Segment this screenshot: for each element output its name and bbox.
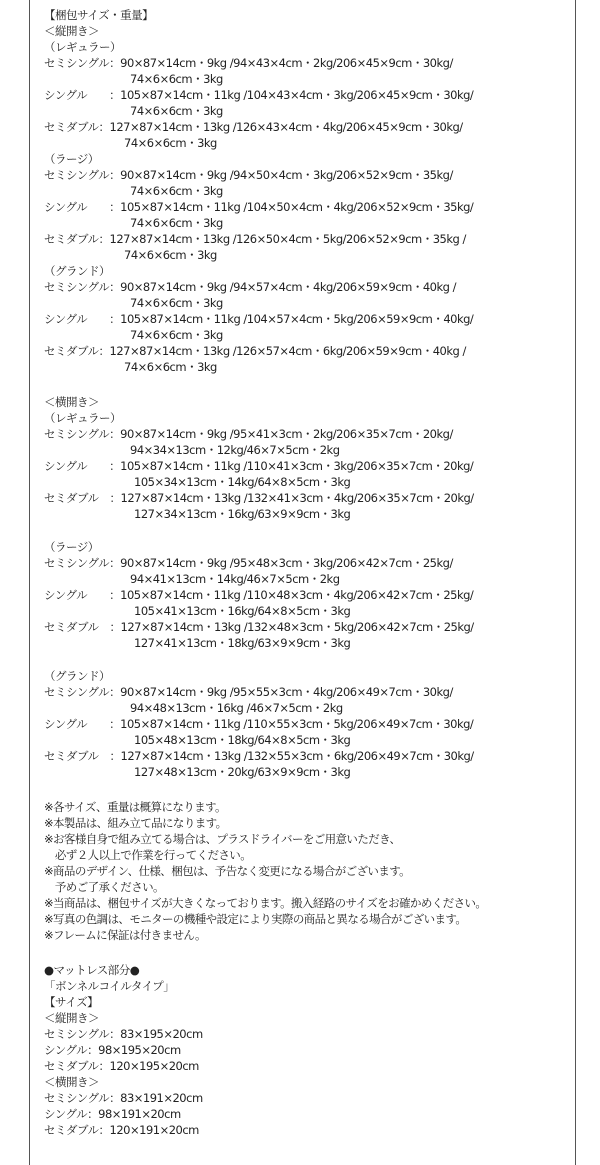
spec-line: セミシングル：90×87×14cm・9kg /95×55×3cm・4kg/206×49×7cm・30kg/ xyxy=(44,685,453,699)
mattress-heading: ●マットレス部分● xyxy=(44,963,140,977)
spec-line-cont: 105×34×13cm・14kg/64×8×5cm・3kg xyxy=(134,475,351,489)
spec-line-cont: 74×6×6cm・3kg xyxy=(130,328,223,342)
mattress-size-line: セミダブル：120×195×20cm xyxy=(44,1059,199,1073)
spec-line-cont: 127×48×13cm・20kg/63×9×9cm・3kg xyxy=(134,765,351,779)
mattress-size-line: セミシングル：83×191×20cm xyxy=(44,1091,203,1105)
spec-line: シングル ：105×87×14cm・11kg /104×57×4cm・5kg/206×59×9cm・40kg/ xyxy=(44,312,474,326)
spec-line-cont: 127×34×13cm・16kg/63×9×9cm・3kg xyxy=(134,507,351,521)
packing-heading: 【梱包サイズ・重量】 xyxy=(44,8,154,22)
spec-line-cont: 94×41×13cm・14kg/46×7×5cm・2kg xyxy=(130,572,340,586)
note-line: ※各サイズ、重量は概算になります。 xyxy=(44,800,226,814)
spec-line: シングル ：105×87×14cm・11kg /110×55×3cm・5kg/206×49×7cm・30kg/ xyxy=(44,717,474,731)
spec-line-cont: 74×6×6cm・3kg xyxy=(124,248,217,262)
mattress-vertical-label: ＜縦開き＞ xyxy=(44,1011,99,1025)
spec-line-cont: 94×48×13cm・16kg /46×7×5cm・2kg xyxy=(130,701,343,715)
note-line: 予めご了承ください。 xyxy=(44,880,164,894)
mattress-size-line: セミシングル：83×195×20cm xyxy=(44,1027,203,1041)
mattress-size-line: セミダブル：120×191×20cm xyxy=(44,1123,199,1137)
note-line: ※商品のデザイン、仕様、梱包は、予告なく変更になる場合がございます。 xyxy=(44,864,411,878)
regular-label: （レギュラー） xyxy=(44,40,121,54)
spec-line-cont: 127×41×13cm・18kg/63×9×9cm・3kg xyxy=(134,636,351,650)
mattress-size-line: シングル：98×191×20cm xyxy=(44,1107,181,1121)
note-line: ※写真の色調は、モニターの機種や設定により実際の商品と異なる場合がございます。 xyxy=(44,912,467,926)
spec-sheet xyxy=(44,7,574,1138)
mattress-size-line: シングル：98×195×20cm xyxy=(44,1043,181,1057)
large-label: （ラージ） xyxy=(44,540,99,554)
spec-line: セミシングル：90×87×14cm・9kg /95×41×3cm・2kg/206×35×7cm・20kg/ xyxy=(44,427,453,441)
regular-label: （レギュラー） xyxy=(44,411,121,425)
note-line: ※フレームに保証は付きません。 xyxy=(44,928,206,942)
spec-line: セミダブル：127×87×14cm・13kg /126×57×4cm・6kg/206×59×9cm・40kg / xyxy=(44,344,466,358)
spec-line: セミダブル ：127×87×14cm・13kg /132×48×3cm・5kg/206×42×7cm・25kg/ xyxy=(44,620,474,634)
spec-line-cont: 105×48×13cm・18kg/64×8×5cm・3kg xyxy=(134,733,351,747)
mattress-horizontal-label: ＜横開き＞ xyxy=(44,1075,99,1089)
spec-line: シングル ：105×87×14cm・11kg /110×41×3cm・3kg/206×35×7cm・20kg/ xyxy=(44,459,474,473)
spec-line-cont: 74×6×6cm・3kg xyxy=(130,296,223,310)
note-line: ※当商品は、梱包サイズが大きくなっております。搬入経路のサイズをお確かめください。 xyxy=(44,896,487,910)
grand-label: （グランド） xyxy=(44,264,110,278)
spec-line: セミシングル：90×87×14cm・9kg /95×48×3cm・3kg/206×42×7cm・25kg/ xyxy=(44,556,453,570)
spec-line: シングル ：105×87×14cm・11kg /110×48×3cm・4kg/206×42×7cm・25kg/ xyxy=(44,588,474,602)
spec-line-cont: 74×6×6cm・3kg xyxy=(130,216,223,230)
spec-line: セミダブル ：127×87×14cm・13kg /132×41×3cm・4kg/206×35×7cm・20kg/ xyxy=(44,491,474,505)
spec-line-cont: 94×34×13cm・12kg/46×7×5cm・2kg xyxy=(130,443,340,457)
spec-line-cont: 74×6×6cm・3kg xyxy=(130,104,223,118)
mattress-size-heading: 【サイズ】 xyxy=(44,995,99,1009)
spec-line: セミダブル：127×87×14cm・13kg /126×50×4cm・5kg/206×52×9cm・35kg / xyxy=(44,232,466,246)
large-label: （ラージ） xyxy=(44,152,99,166)
spec-line-cont: 105×41×13cm・16kg/64×8×5cm・3kg xyxy=(134,604,351,618)
spec-line-cont: 74×6×6cm・3kg xyxy=(124,136,217,150)
spec-line: セミシングル：90×87×14cm・9kg /94×43×4cm・2kg/206×45×9cm・30kg/ xyxy=(44,56,453,70)
grand-label: （グランド） xyxy=(44,669,110,683)
note-line: ※お客様自身で組み立てる場合は、プラスドライバーをご用意いただき、 xyxy=(44,832,401,846)
note-line: 必ず２人以上で作業を行ってください。 xyxy=(44,848,252,862)
spec-line-cont: 74×6×6cm・3kg xyxy=(130,184,223,198)
spec-line: セミダブル ：127×87×14cm・13kg /132×55×3cm・6kg/206×49×7cm・30kg/ xyxy=(44,749,474,763)
note-line: ※本製品は、組み立て品になります。 xyxy=(44,816,227,830)
spec-line-cont: 74×6×6cm・3kg xyxy=(124,360,217,374)
mattress-type: 「ボンネルコイルタイプ」 xyxy=(44,979,175,993)
vertical-label: ＜縦開き＞ xyxy=(44,24,99,38)
spec-line: セミシングル：90×87×14cm・9kg /94×50×4cm・3kg/206×52×9cm・35kg/ xyxy=(44,168,453,182)
spec-line: セミダブル：127×87×14cm・13kg /126×43×4cm・4kg/206×45×9cm・30kg/ xyxy=(44,120,463,134)
spec-line: シングル ：105×87×14cm・11kg /104×50×4cm・4kg/206×52×9cm・35kg/ xyxy=(44,200,474,214)
spec-line: セミシングル：90×87×14cm・9kg /94×57×4cm・4kg/206×59×9cm・40kg / xyxy=(44,280,456,294)
spec-line: シングル ：105×87×14cm・11kg /104×43×4cm・3kg/206×45×9cm・30kg/ xyxy=(44,88,474,102)
spec-line-cont: 74×6×6cm・3kg xyxy=(130,72,223,86)
horizontal-label: ＜横開き＞ xyxy=(44,395,99,409)
